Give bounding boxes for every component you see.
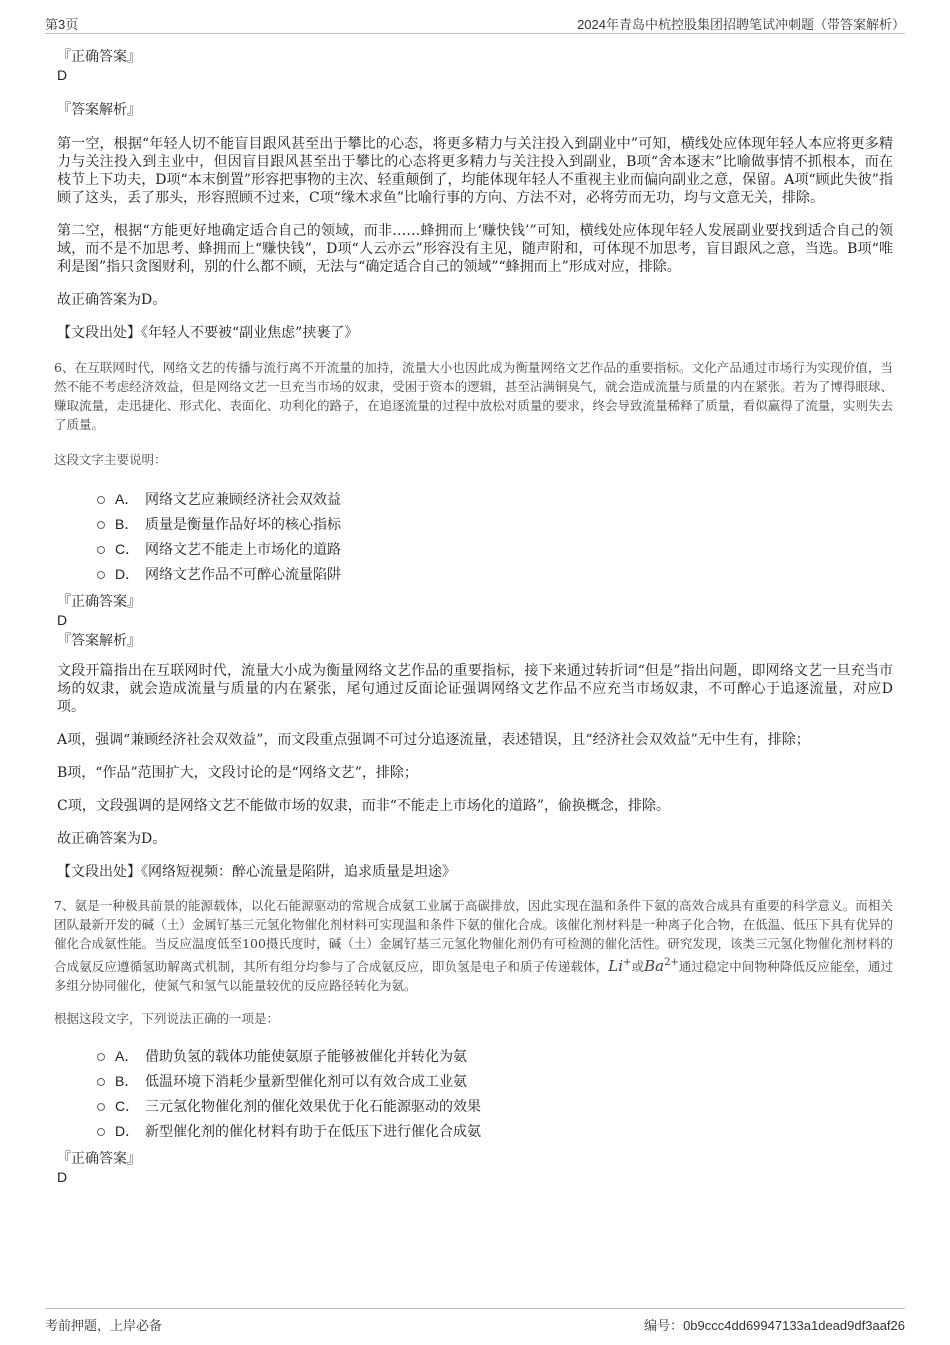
analysis-conclusion: 故正确答案为D。 <box>57 292 167 308</box>
analysis-conclusion: 故正确答案为D。 <box>57 831 167 847</box>
option-list <box>57 1044 893 1144</box>
analysis-paragraph: 第一空，根据“年轻人切不能盲目跟风甚至出于攀比的心态，将更多精力与关注投入到副业中”可知，横线处应体现年轻人本应将更多精力与关注投入到主业中，但因盲目跟风甚至出于攀比的心态将更多精力与关注投入到副业，B项“舍本逐末”比喻做事情不抓根本，而在枝节上下功夫，D项“本末倒置”形容把事物的主次、轻重颠倒了，均能体现年轻人不重视主业而偏向副业之意，保留。A项“顾此失彼”指顾了这头，丢了那头，形容照顾不过来，C项“缘木求鱼”比喻行事的方向、方法不对，必将劳而无功，均与文意无关，排除。 <box>57 136 893 206</box>
page-number: 第3页 <box>45 17 79 32</box>
radio-icon[interactable] <box>97 521 105 529</box>
question-stem: 6、在互联网时代，网络文艺的传播与流行离不开流量的加持，流量大小也因此成为衡量网络文艺作品的重要指标。文化产品通过市场行为实现价值，当然不能不考虑经济效益，但是网络文艺一旦充当市场的奴隶，受困于资本的逻辑，甚至沾满铜臭气，就会造成流量与质量的内在紧张。若为了博得眼球、赚取流量，走迅捷化、形式化、表面化、功利化的路子，在追逐流量的过程中放松对质量的要求，终会导致流量稀释了质量，看似赢得了流量，实则失去了质量。 <box>54 360 893 432</box>
radio-icon[interactable] <box>97 546 105 554</box>
option-d[interactable]: D． 网络文艺作品不可醉心流量陷阱 <box>57 562 893 587</box>
option-list <box>57 487 893 587</box>
analysis-paragraph: C项，文段强调的是网络文艺不能做市场的奴隶，而非“不能走上市场化的道路”，偷换概念，排除。 <box>57 798 671 814</box>
option-b[interactable]: B． 低温环境下消耗少量新型催化剂可以有效合成工业氨 <box>57 1069 893 1094</box>
analysis-label: 『答案解析』 <box>57 102 141 118</box>
footer-slogan: 考前押题，上岸必备 <box>45 1318 163 1333</box>
radio-icon[interactable] <box>97 1103 105 1111</box>
option-b[interactable]: B． 质量是衡量作品好坏的核心指标 <box>57 512 893 537</box>
analysis-paragraph: A项，强调“兼顾经济社会双效益”，而文段重点强调不可过分追逐流量，表述错误，且“经济社会双效益”无中生有，排除； <box>57 732 810 748</box>
analysis-paragraph: B项，“作品”范围扩大，文段讨论的是“网络文艺”，排除； <box>57 765 418 781</box>
page-footer <box>45 1308 905 1337</box>
option-a[interactable]: A． 网络文艺应兼顾经济社会双效益 <box>57 487 893 512</box>
document-id: 编号：0b9ccc4dd69947133a1dead9df3aaf26 <box>644 1318 905 1333</box>
radio-icon[interactable] <box>97 1078 105 1086</box>
option-d[interactable]: D． 新型催化剂的催化材料有助于在低压下进行催化合成氨 <box>57 1119 893 1144</box>
radio-icon[interactable] <box>97 496 105 504</box>
lithium-ion-formula: Li+ <box>608 957 632 975</box>
answer-label: 『正确答案』 <box>57 1151 141 1167</box>
radio-icon[interactable] <box>97 1128 105 1136</box>
answer-value: D <box>57 67 68 83</box>
source-citation: 【文段出处】《年轻人不要被“副业焦虑”挟裹了》 <box>57 325 359 341</box>
page-header <box>45 13 905 34</box>
barium-ion-formula: $Ba^{2+}$ <box>644 957 679 975</box>
answer-value: D <box>57 612 68 628</box>
source-citation: 【文段出处】《网络短视频：醉心流量是陷阱，追求质量是坦途》 <box>57 864 456 880</box>
radio-icon[interactable] <box>97 571 105 579</box>
option-c[interactable]: C． 网络文艺不能走上市场化的道路 <box>57 537 893 562</box>
analysis-label: 『答案解析』 <box>57 633 141 649</box>
answer-label: 『正确答案』 <box>57 594 141 610</box>
analysis-paragraph: 文段开篇指出在互联网时代，流量大小成为衡量网络文艺作品的重要指标，接下来通过转折词“但是”指出问题，即网络文艺一旦充当市场的奴隶，就会造成流量与质量的内在紧张，尾句通过反面论证强调网络文艺作品不应充当市场奴隶，不可醉心于追逐流量，对应D项。 <box>57 663 893 715</box>
question-prompt: 这段文字主要说明： <box>54 452 167 467</box>
option-a[interactable]: A． 借助负氢的载体功能使氨原子能够被催化并转化为氨 <box>57 1044 893 1069</box>
answer-value: D <box>57 1169 68 1185</box>
analysis-paragraph: 第二空，根据“方能更好地确定适合自己的领域，而非……蜂拥而上‘赚快钱’”可知，横线处应体现年轻人发展副业要找到适合自己的领域，而不是不加思考、蜂拥而上“赚快钱”，D项“人云亦云”形容没有主见，随声附和，可体现不加思考，盲目跟风之意，当选。B项“唯利是图”指只贪图财利，别的什么都不顾，无法与“确定适合自己的领域”“蜂拥而上”形成对应，排除。 <box>57 223 893 275</box>
document-body <box>54 44 893 1186</box>
question-prompt: 根据这段文字，下列说法正确的一项是： <box>54 1011 280 1026</box>
radio-icon[interactable] <box>97 1053 105 1061</box>
question-stem: 7、氨是一种极具前景的能源载体，以化石能源驱动的常规合成氨工业属于高碳排放，因此实现在温和条件下氨的高效合成具有重要的科学意义。而相关团队最新开发的碱（土）金属钌基三元氢化物催化剂材料可实现温和条件下氨的催化合成。该催化剂材料是一种离子化合物，在低温、低压下具有优异的催化合成氨性能。当反应温度低至100摄氏度时，碱（土）金属钌基三元氢化物催化剂仍有可检测的催化活性。研究发现，该类三元氢化物催化剂材料的合成氨反应遵循氢助解离式机制，其所有组分均参与了合成氨反应，即负氢是电子和质子传递载体，Li+或$Ba^{2+}$通过稳定中间物种降低反应能垒，通过多组分协同催化，使氮气和氢气以能量较优的反应路径转化为氨。 <box>54 898 893 993</box>
answer-label: 『正确答案』 <box>57 49 141 65</box>
option-c[interactable]: C． 三元氢化物催化剂的催化效果优于化石能源驱动的效果 <box>57 1094 893 1119</box>
document-title: 2024年青岛中杭控股集团招聘笔试冲刺题（带答案解析） <box>577 17 905 32</box>
